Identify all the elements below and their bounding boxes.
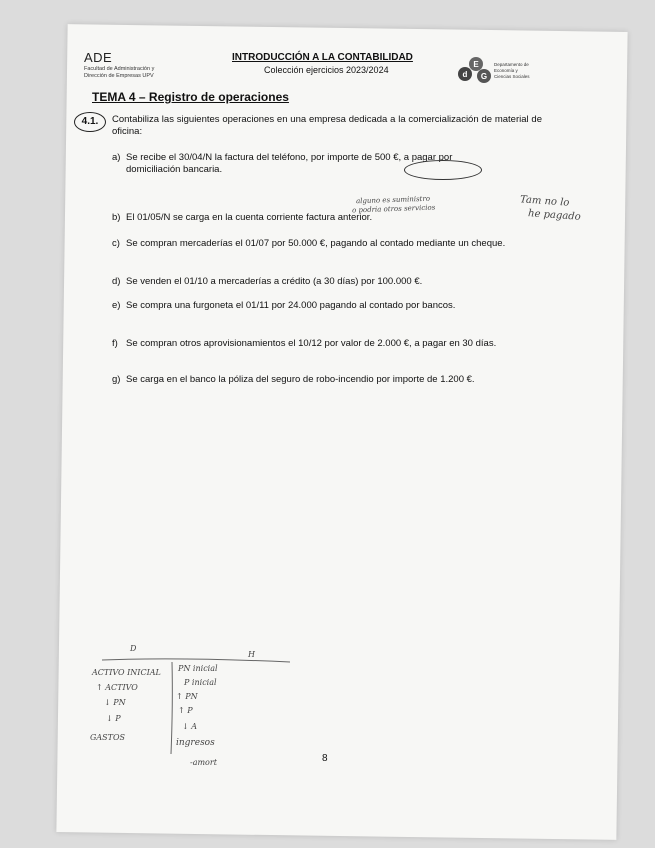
handwritten-note: he pagado — [527, 208, 582, 223]
handwritten-note: Tam no lo — [519, 194, 570, 209]
list-item — [112, 276, 522, 288]
department-logo-icon — [456, 52, 492, 86]
faculty-name: Facultad de Administración y Dirección de Empresas UPV — [84, 66, 155, 79]
exercise-intro: Contabiliza las siguientes operaciones en una empresa dedicada a la comercialización de material de oficina: — [112, 114, 542, 137]
handwritten-note: alguno es suministro — [355, 194, 431, 206]
page-title: INTRODUCCIÓN A LA CONTABILIDAD — [232, 52, 413, 63]
ledger-right-item: PN inicial — [178, 664, 218, 673]
item-label: e) — [112, 300, 121, 311]
page-subtitle: Colección ejercicios 2023/2024 — [264, 65, 389, 75]
item-text: Se compra una furgoneta el 01/11 por 24.000 pagando al contado por bancos. — [126, 300, 456, 311]
ledger-credit-label: H — [248, 650, 255, 659]
ledger-left-item: GASTOS — [90, 733, 126, 742]
item-text: Se carga en el banco la póliza del seguro de robo-incendio por importe de 1.200 €. — [126, 374, 475, 385]
dept-letter-e: E — [473, 60, 479, 69]
ledger-right-item: ingresos — [176, 738, 215, 748]
item-text: El 01/05/N se carga en la cuenta corriente factura anterior. — [126, 212, 373, 223]
section-heading: TEMA 4 – Registro de operaciones — [92, 90, 289, 104]
department-name: Departamento de Economía y Ciencias Sociales — [494, 62, 530, 79]
ledger-right-item: ↓ A — [182, 722, 198, 731]
list-item — [112, 338, 522, 350]
dept-letter-d: d — [462, 70, 468, 79]
handwritten-note: o podria otros servicios — [351, 203, 436, 215]
ledger-right-item: ↑ P — [178, 706, 193, 715]
list-item — [112, 300, 522, 312]
item-text: Se venden el 01/10 a mercaderías a crédito (a 30 días) por 100.000 €. — [126, 276, 423, 287]
ledger-left-item: ↓ P — [106, 714, 121, 723]
ledger-right-item: ↑ PN — [176, 692, 198, 701]
item-label: f) — [112, 338, 118, 349]
ledger-left-item: ↑ ACTIVO — [96, 683, 138, 692]
page-number: 8 — [322, 753, 328, 764]
ledger-left-item: ACTIVO INICIAL — [92, 668, 161, 677]
item-text: Se compran mercaderías el 01/07 por 50.000 €, pagando al contado mediante un cheque. — [126, 238, 506, 249]
handwritten-circle — [404, 160, 482, 180]
item-label: c) — [112, 238, 120, 249]
list-item — [112, 374, 522, 386]
item-label: b) — [112, 212, 121, 223]
list-item — [112, 212, 522, 224]
ade-logo: ADE — [84, 50, 113, 65]
exercise-number: 4.1. — [74, 112, 106, 132]
ledger-left-item: ↓ PN — [104, 698, 126, 707]
ledger-debit-label: D — [130, 644, 137, 653]
dept-letter-g: G — [480, 72, 488, 81]
item-text: Se compran otros aprovisionamientos el 10/12 por valor de 2.000 €, a pagar en 30 días. — [126, 338, 497, 349]
item-label: g) — [112, 374, 121, 385]
ledger-right-item: P inicial — [184, 678, 217, 687]
item-label: d) — [112, 276, 121, 287]
list-item — [112, 238, 522, 250]
ledger-right-item: -amort — [190, 758, 217, 767]
item-label: a) — [112, 152, 121, 163]
item-text: Se recibe el 30/04/N la factura del teléfono, por importe de 500 €, a pagar por domiciliación bancaria. — [126, 152, 453, 175]
